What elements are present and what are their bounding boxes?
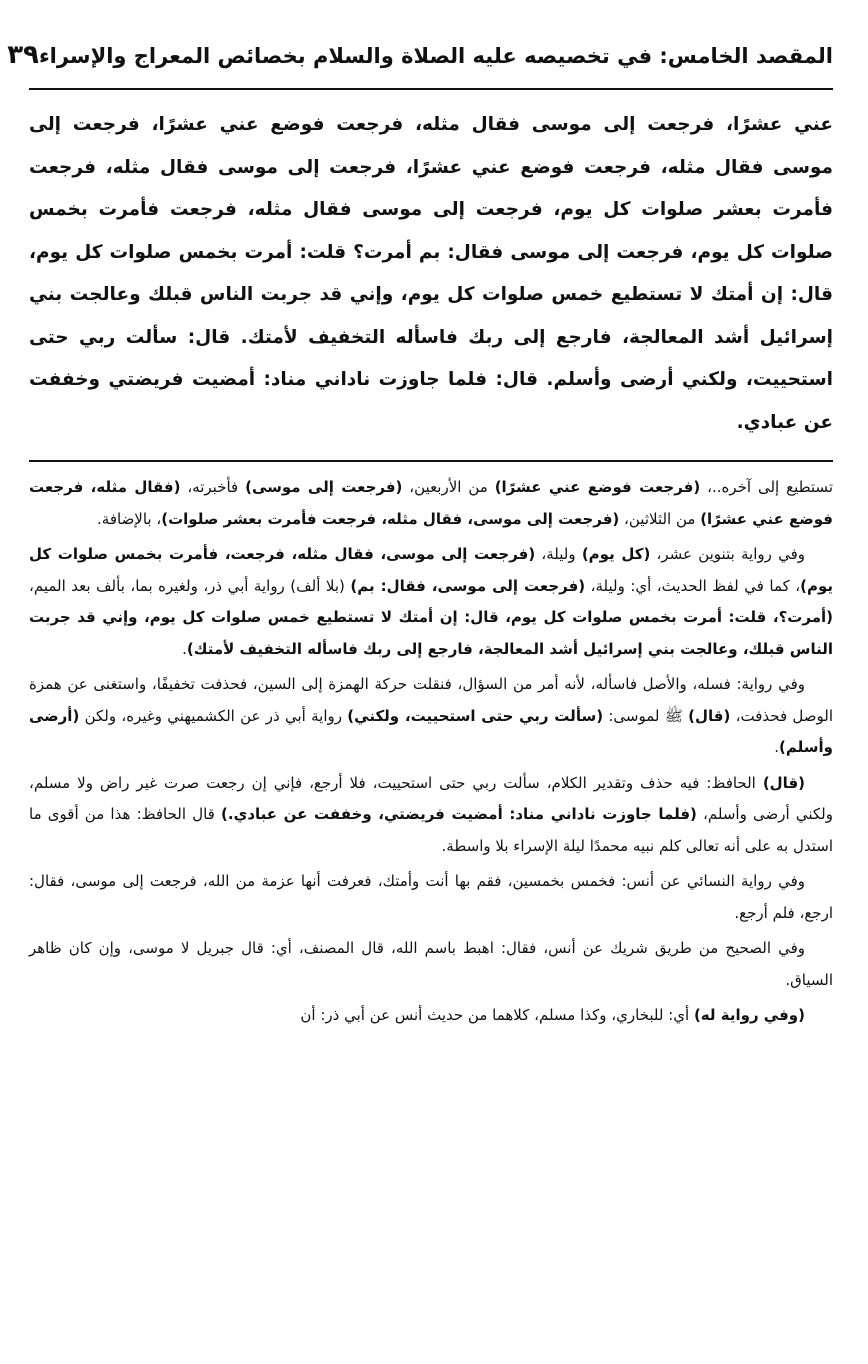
commentary-paragraph	[30, 1000, 834, 1032]
quoted-hadith-span: (قال)	[763, 773, 806, 792]
page-header	[8, 40, 834, 90]
text-span: تستطيع إلى آخره..،	[701, 478, 834, 496]
quoted-hadith-span: (قال)	[689, 706, 732, 725]
text-span: .	[183, 639, 188, 658]
text-span: وفي رواية النسائي عن أنس: فخمس بخمسين، فقم بها أنت وأمتك، فعرفت أنها عزمة من الله، فرجعت إلى موسى، فقال: ارجع، فلم أرجع.	[30, 872, 834, 922]
quoted-hadith-span: (فرجعت إلى موسى، فقال مثله، فرجعت فأمرت بعشر صلوات)	[162, 509, 621, 528]
commentary-paragraph	[30, 866, 834, 929]
quoted-hadith-span: (فلما جاوزت ناداني مناد: أمضيت فريضتي، وخففت عن عبادي.)	[222, 805, 698, 823]
text-span: وفي الصحيح من طريق شريك عن أنس، فقال: اهبط باسم الله، قال المصنف، أي: قال جبريل لا موسى، وإن كان ظاهر السياق.	[30, 939, 834, 989]
text-span: ، بالإضافة.	[98, 509, 163, 528]
text-span: من الأربعين،	[403, 478, 496, 496]
text-span: وفي رواية بتنوين عشر،	[651, 545, 806, 563]
commentary-paragraph	[30, 472, 834, 535]
quoted-hadith-span: (سألت ربي حتى استحييت، ولكني)	[348, 706, 605, 725]
quoted-hadith-span: (وفي رواية له)	[694, 1006, 806, 1024]
hadith-text: عني عشرًا، فرجعت إلى موسى فقال مثله، فرجعت فوضع عني عشرًا، فرجعت إلى موسى فقال مثله، فرجعت فوضع عني عشرًا، فرجعت إلى موسى فقال مثله، فرجعت فأمرت بعشر صلوات كل يوم، فرجعت إلى موسى فقال مثله، فرجعت فأمرت بخمس صلوات كل يوم، فرجعت إلى موسى فقال: بم أمرت؟ قلت: أمرت بخمس صلوات كل يوم، قال: إن أمتك لا تستطيع خمس صلوات كل يوم، وإني قد جربت الناس قبلك وعالجت بني إسرائيل أشد المعالجة، فارجع إلى ربك فاسأله التخفيف لأمتك. قال: سألت ربي حتى استحييت، ولكني أرضى وأسلم. قال: فلما جاوزت ناداني مناد: أمضيت فريضتي وخففت عن عبادي.	[30, 114, 834, 433]
text-span: رواية أبي ذر عن الكشميهني وغيره، ولكن	[80, 706, 349, 725]
text-span: ، كما في لفظ الحديث، أي: وليلة،	[586, 576, 802, 595]
quoted-hadith-span: (فرجعت إلى موسى)	[246, 478, 404, 496]
text-span: ﷺ لموسى:	[604, 706, 690, 725]
page-number: ٣٩	[8, 40, 40, 70]
text-span: الحافظ: فيه حذف وتقدير الكلام، سألت ربي حتى استحييت، فلا أرجع، فإني إن رجعت صرت غير راض ولا مسلم، ولكني أرضى وأسلم،	[30, 773, 834, 823]
text-span: .	[775, 738, 781, 756]
commentary-paragraph	[30, 933, 834, 996]
text-span: فأخبرته،	[181, 478, 247, 496]
commentary-section	[30, 472, 834, 1032]
quoted-hadith-span: (أمرت؟، قلت: أمرت بخمس صلوات كل يوم، قال: إن أمتك لا تستطيع خمس صلوات كل يوم، وإني قد جربت الناس قبلك، وعالجت بني إسرائيل أشد المعالجة، فارجع إلى ربك فاسأله التخفيف لأمتك)	[30, 608, 834, 658]
text-span: (بلا ألف) رواية أبي ذر، ولغيره بما، بألف بعد الميم،	[30, 576, 352, 595]
quoted-hadith-span: (فرجعت فوضع عني عشرًا)	[495, 478, 702, 496]
commentary-paragraph	[30, 768, 834, 863]
text-span: وفي رواية: فسله، والأصل فاسأله، لأنه أمر من السؤال، فنقلت حركة الهمزة إلى السين، فحذفت تخفيفًا، واستغنى عن همزة الوصل فحذفت،	[30, 675, 834, 725]
text-span: من الثلاثين،	[620, 509, 702, 528]
quoted-hadith-span: (فرجعت إلى موسى، فقال: بم)	[351, 576, 587, 595]
text-span: وليلة،	[536, 545, 583, 563]
commentary-paragraph	[30, 539, 834, 665]
quoted-hadith-span: (كل يوم)	[582, 545, 652, 563]
text-span: أي: للبخاري، وكذا مسلم، كلاهما من حديث أنس عن أبي ذر: أن	[301, 1006, 695, 1024]
quoted-hadith-span: (فرجعت إلى موسى، فقال مثله، فرجعت، فأمرت بخمس صلوات كل يوم)	[30, 545, 834, 595]
commentary-paragraph	[30, 669, 834, 764]
quoted-hadith-span: (أرضى وأسلم)	[30, 706, 834, 756]
quoted-hadith-span: (فقال مثله، فرجعت فوضع عني عشرًا)	[30, 478, 834, 528]
text-span: قال الحافظ: هذا من أقوى ما استدل به على أنه تعالى كلم نبيه محمدًا ليلة الإسراء بلا واسطة.	[30, 805, 834, 855]
chapter-title: المقصد الخامس: في تخصيصه عليه الصلاة والسلام بخصائص المعراج والإسراء	[39, 44, 834, 68]
footnote-divider	[30, 460, 834, 462]
